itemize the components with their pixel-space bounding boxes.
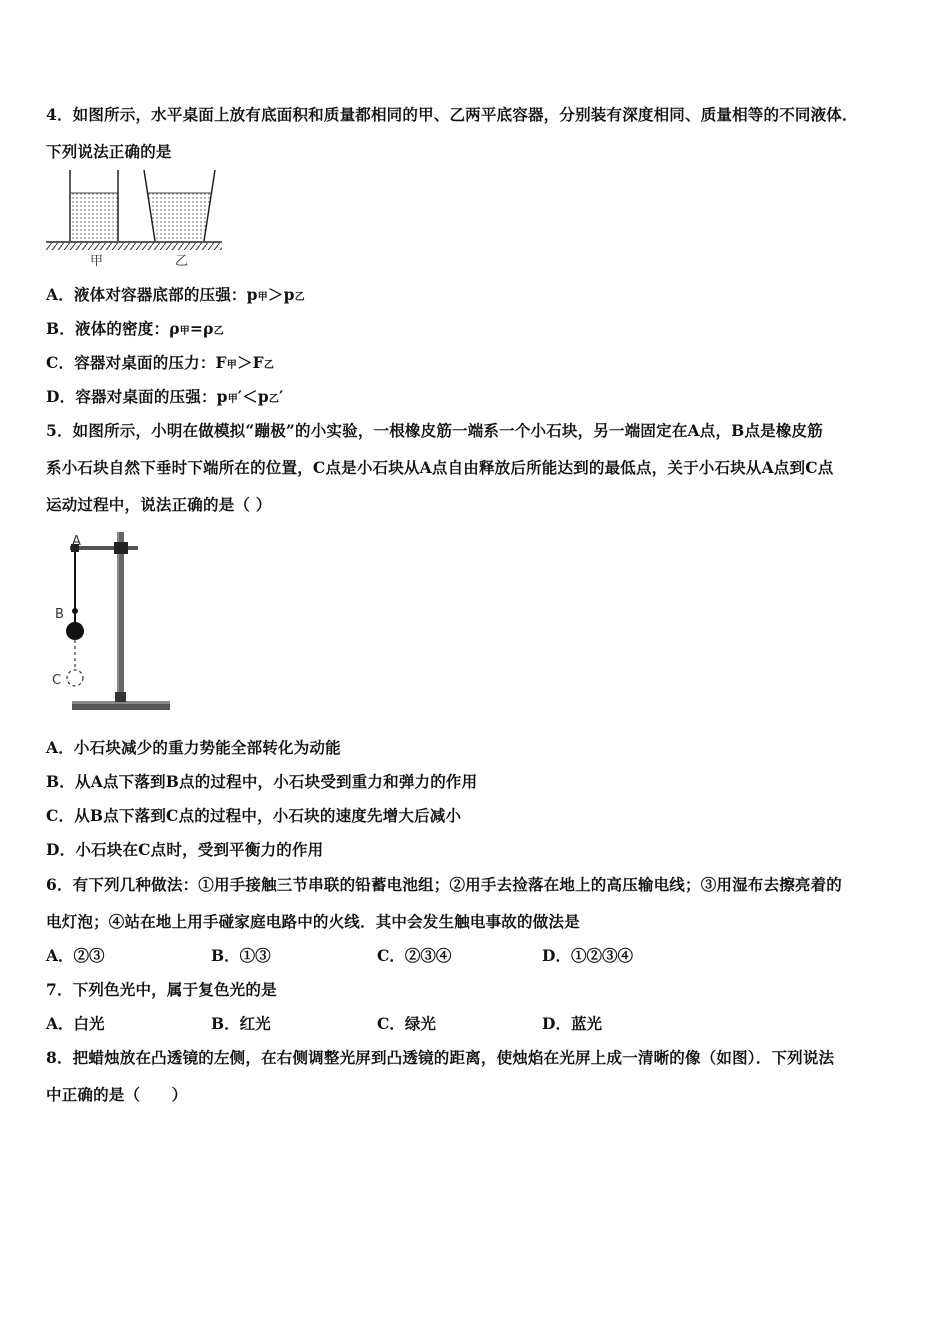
q4-option-d: D．容器对桌面的压强：p甲′＜p乙′ [46,387,284,406]
q6-option-b: B．①③ [211,946,271,965]
q4-option-c: C．容器对桌面的压力：F甲＞F乙 [46,353,275,372]
q4-stem-line-2: 下列说法正确的是 [46,142,172,161]
q7-stem: 7．下列色光中，属于复色光的是 [46,980,277,999]
label-yi: 乙 [175,254,189,269]
q6-option-d: D．①②③④ [542,946,633,965]
q7-option-b: B．红光 [211,1014,271,1033]
q4-option-a: A．液体对容器底部的压强：p甲＞p乙 [46,285,305,304]
label-jia: 甲 [90,254,104,269]
q7-option-c: C．绿光 [377,1014,436,1033]
q5-option-d: D．小石块在C点时，受到平衡力的作用 [46,840,324,859]
q4-stem-line-1: 4．如图所示，水平桌面上放有底面积和质量都相同的甲、乙两平底容器，分别装有深度相同、质量相等的不同液体． [46,105,858,124]
q6-stem-line-2: 电灯泡；④站在地上用手碰家庭电路中的火线．其中会发生触电事故的做法是 [46,912,580,931]
q5-stem-line-2: 系小石块自然下垂时下端所在的位置，C点是小石块从A点自由释放后所能达到的最低点，关于小石块从A点到C点 [46,458,834,477]
q4-containers-figure [44,165,224,270]
q5-option-b: B．从A点下落到B点的过程中，小石块受到重力和弹力的作用 [46,772,478,791]
q5-bungee-figure [50,528,175,718]
label-b: B [55,607,64,622]
q7-option-a: A．白光 [46,1014,105,1033]
q5-stem-line-3: 运动过程中，说法正确的是（ ） [46,495,272,514]
q6-option-a: A．②③ [46,946,105,965]
q6-stem-line-1: 6．有下列几种做法：①用手接触三节串联的铅蓄电池组；②用手去捡落在地上的高压输电线；③用湿布去擦亮着的 [46,875,842,894]
container-yi [144,170,215,241]
q8-stem-line-1: 8．把蜡烛放在凸透镜的左侧，在右侧调整光屏到凸透镜的距离，使烛焰在光屏上成一清晰的像（如图）．下列说法 [46,1048,835,1067]
q6-option-c: C．②③④ [377,946,452,965]
container-jia [70,170,118,241]
q4-option-b: B．液体的密度：ρ甲=ρ乙 [46,319,224,338]
q5-option-a: A．小石块减少的重力势能全部转化为动能 [46,738,341,757]
q8-stem-line-2: 中正确的是（ ） [46,1085,188,1104]
label-a: A [72,534,81,549]
q5-option-c: C．从B点下落到C点的过程中，小石块的速度先增大后减小 [46,806,462,825]
q5-stem-line-1: 5．如图所示，小明在做模拟“蹦极”的小实验，一根橡皮筋一端系一个小石块，另一端固定在A点，B点是橡皮筋 [46,421,823,440]
q7-option-d: D．蓝光 [542,1014,602,1033]
label-c: C [52,673,62,688]
